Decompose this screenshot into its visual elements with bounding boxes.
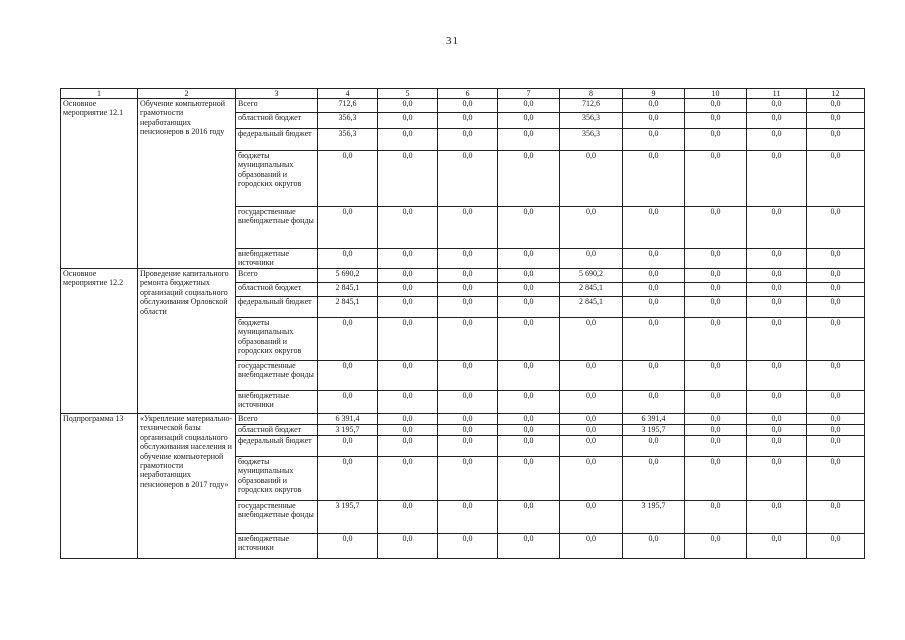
funding-source-cell: Всего — [236, 99, 318, 113]
program-name-cell: Проведение капитального ремонта бюджетных организаций социального обслуживания Орловской области — [138, 269, 236, 414]
amount-cell: 0,0 — [378, 391, 438, 414]
amount-cell: 0,0 — [438, 414, 498, 425]
amount-cell: 0,0 — [498, 457, 560, 501]
amount-cell: 0,0 — [623, 534, 685, 559]
amount-cell: 0,0 — [560, 534, 623, 559]
amount-cell: 0,0 — [438, 457, 498, 501]
amount-cell: 0,0 — [438, 151, 498, 207]
budget-table — [60, 88, 865, 559]
amount-cell: 0,0 — [623, 99, 685, 113]
amount-cell: 0,0 — [498, 113, 560, 129]
amount-cell: 0,0 — [807, 457, 865, 501]
amount-cell: 0,0 — [378, 297, 438, 318]
funding-source-cell: областной бюджет — [236, 113, 318, 129]
amount-cell: 0,0 — [685, 361, 747, 391]
amount-cell: 0,0 — [623, 318, 685, 361]
amount-cell: 0,0 — [560, 249, 623, 269]
amount-cell: 6 391,4 — [623, 414, 685, 425]
amount-cell: 0,0 — [623, 249, 685, 269]
amount-cell: 3 195,7 — [623, 425, 685, 436]
amount-cell: 0,0 — [560, 501, 623, 534]
amount-cell: 0,0 — [560, 425, 623, 436]
amount-cell: 2 845,1 — [560, 283, 623, 297]
amount-cell: 0,0 — [807, 113, 865, 129]
amount-cell: 0,0 — [438, 207, 498, 249]
header-cell: 6 — [438, 89, 498, 99]
funding-source-cell: бюджеты муниципальных образований и городских округов — [236, 151, 318, 207]
amount-cell: 0,0 — [318, 436, 378, 457]
amount-cell: 0,0 — [498, 297, 560, 318]
funding-source-cell: бюджеты муниципальных образований и городских округов — [236, 457, 318, 501]
amount-cell: 356,3 — [560, 113, 623, 129]
amount-cell: 0,0 — [498, 436, 560, 457]
header-cell: 1 — [61, 89, 138, 99]
amount-cell: 712,6 — [560, 99, 623, 113]
amount-cell: 0,0 — [623, 113, 685, 129]
header-cell: 11 — [747, 89, 807, 99]
amount-cell: 0,0 — [685, 436, 747, 457]
amount-cell: 0,0 — [318, 457, 378, 501]
amount-cell: 0,0 — [438, 129, 498, 151]
amount-cell: 0,0 — [747, 283, 807, 297]
amount-cell: 0,0 — [747, 414, 807, 425]
amount-cell: 0,0 — [498, 283, 560, 297]
amount-cell: 0,0 — [685, 207, 747, 249]
funding-source-cell: внебюджетные источники — [236, 391, 318, 414]
header-row — [61, 89, 865, 99]
amount-cell: 0,0 — [685, 457, 747, 501]
amount-cell: 0,0 — [623, 283, 685, 297]
funding-source-cell: бюджеты муниципальных образований и городских округов — [236, 318, 318, 361]
amount-cell: 0,0 — [807, 269, 865, 283]
table-row — [61, 99, 865, 113]
amount-cell: 0,0 — [378, 269, 438, 283]
amount-cell: 0,0 — [685, 534, 747, 559]
amount-cell: 0,0 — [747, 318, 807, 361]
amount-cell: 0,0 — [378, 99, 438, 113]
amount-cell: 0,0 — [807, 534, 865, 559]
amount-cell: 0,0 — [438, 283, 498, 297]
amount-cell: 0,0 — [685, 151, 747, 207]
amount-cell: 0,0 — [438, 361, 498, 391]
amount-cell: 0,0 — [378, 457, 438, 501]
amount-cell: 0,0 — [747, 207, 807, 249]
header-cell: 5 — [378, 89, 438, 99]
amount-cell: 0,0 — [807, 297, 865, 318]
amount-cell: 0,0 — [807, 283, 865, 297]
amount-cell: 0,0 — [747, 113, 807, 129]
table-body — [61, 89, 865, 559]
amount-cell: 0,0 — [685, 391, 747, 414]
amount-cell: 0,0 — [560, 318, 623, 361]
amount-cell: 0,0 — [807, 361, 865, 391]
amount-cell: 0,0 — [560, 151, 623, 207]
amount-cell: 356,3 — [318, 129, 378, 151]
amount-cell: 0,0 — [498, 249, 560, 269]
amount-cell: 0,0 — [498, 534, 560, 559]
amount-cell: 0,0 — [378, 207, 438, 249]
amount-cell: 0,0 — [747, 249, 807, 269]
amount-cell: 0,0 — [685, 425, 747, 436]
funding-source-cell: государственные внебюджетные фонды — [236, 207, 318, 249]
amount-cell: 0,0 — [623, 361, 685, 391]
program-code-cell: Основное мероприятие 12.1 — [61, 99, 138, 269]
amount-cell: 0,0 — [685, 318, 747, 361]
amount-cell: 0,0 — [438, 425, 498, 436]
amount-cell: 0,0 — [560, 361, 623, 391]
amount-cell: 0,0 — [623, 436, 685, 457]
header-cell: 4 — [318, 89, 378, 99]
funding-source-cell: областной бюджет — [236, 283, 318, 297]
amount-cell: 0,0 — [747, 297, 807, 318]
amount-cell: 0,0 — [747, 425, 807, 436]
funding-source-cell: внебюджетные источники — [236, 249, 318, 269]
amount-cell: 0,0 — [318, 249, 378, 269]
amount-cell: 0,0 — [318, 318, 378, 361]
amount-cell: 0,0 — [685, 297, 747, 318]
amount-cell: 0,0 — [318, 361, 378, 391]
header-cell: 8 — [560, 89, 623, 99]
amount-cell: 0,0 — [560, 414, 623, 425]
amount-cell: 0,0 — [378, 113, 438, 129]
amount-cell: 0,0 — [685, 99, 747, 113]
amount-cell: 0,0 — [378, 534, 438, 559]
table-row — [61, 414, 865, 425]
funding-source-cell: государственные внебюджетные фонды — [236, 501, 318, 534]
funding-source-cell: Всего — [236, 414, 318, 425]
amount-cell: 0,0 — [378, 129, 438, 151]
amount-cell: 0,0 — [560, 391, 623, 414]
amount-cell: 0,0 — [438, 534, 498, 559]
amount-cell: 0,0 — [807, 249, 865, 269]
amount-cell: 0,0 — [807, 99, 865, 113]
amount-cell: 0,0 — [498, 361, 560, 391]
amount-cell: 0,0 — [623, 151, 685, 207]
table-row — [61, 269, 865, 283]
amount-cell: 0,0 — [623, 129, 685, 151]
header-cell: 3 — [236, 89, 318, 99]
amount-cell: 0,0 — [498, 151, 560, 207]
amount-cell: 0,0 — [747, 534, 807, 559]
amount-cell: 0,0 — [623, 297, 685, 318]
amount-cell: 0,0 — [378, 361, 438, 391]
amount-cell: 0,0 — [318, 391, 378, 414]
header-cell: 7 — [498, 89, 560, 99]
amount-cell: 0,0 — [747, 129, 807, 151]
amount-cell: 356,3 — [560, 129, 623, 151]
amount-cell: 0,0 — [807, 414, 865, 425]
amount-cell: 0,0 — [747, 151, 807, 207]
amount-cell: 2 845,1 — [318, 297, 378, 318]
program-code-cell: Подпрограмма 13 — [61, 414, 138, 559]
amount-cell: 0,0 — [438, 249, 498, 269]
amount-cell: 2 845,1 — [318, 283, 378, 297]
amount-cell: 0,0 — [438, 99, 498, 113]
amount-cell: 0,0 — [378, 151, 438, 207]
amount-cell: 0,0 — [747, 99, 807, 113]
amount-cell: 0,0 — [318, 207, 378, 249]
program-name-cell: «Укрепление материально-технической базы организаций социального обслуживания населения и обучение компьютерной грамотности неработающих пенсионеров в 2017 году» — [138, 414, 236, 559]
amount-cell: 0,0 — [498, 99, 560, 113]
amount-cell: 3 195,7 — [623, 501, 685, 534]
amount-cell: 0,0 — [378, 283, 438, 297]
amount-cell: 0,0 — [438, 501, 498, 534]
amount-cell: 0,0 — [498, 269, 560, 283]
funding-source-cell: федеральный бюджет — [236, 129, 318, 151]
amount-cell: 0,0 — [560, 457, 623, 501]
amount-cell: 0,0 — [685, 414, 747, 425]
amount-cell: 0,0 — [378, 414, 438, 425]
funding-source-cell: федеральный бюджет — [236, 436, 318, 457]
amount-cell: 0,0 — [438, 297, 498, 318]
amount-cell: 0,0 — [747, 269, 807, 283]
amount-cell: 0,0 — [378, 501, 438, 534]
amount-cell: 0,0 — [623, 391, 685, 414]
amount-cell: 0,0 — [685, 501, 747, 534]
amount-cell: 3 195,7 — [318, 425, 378, 436]
amount-cell: 0,0 — [498, 391, 560, 414]
amount-cell: 712,6 — [318, 99, 378, 113]
amount-cell: 3 195,7 — [318, 501, 378, 534]
amount-cell: 0,0 — [747, 501, 807, 534]
amount-cell: 356,3 — [318, 113, 378, 129]
amount-cell: 0,0 — [560, 436, 623, 457]
header-cell: 2 — [138, 89, 236, 99]
amount-cell: 0,0 — [807, 436, 865, 457]
amount-cell: 0,0 — [378, 425, 438, 436]
amount-cell: 0,0 — [623, 207, 685, 249]
amount-cell: 0,0 — [318, 151, 378, 207]
amount-cell: 2 845,1 — [560, 297, 623, 318]
amount-cell: 0,0 — [747, 391, 807, 414]
amount-cell: 0,0 — [685, 129, 747, 151]
program-code-cell: Основное мероприятие 12.2 — [61, 269, 138, 414]
amount-cell: 0,0 — [807, 151, 865, 207]
amount-cell: 0,0 — [747, 361, 807, 391]
amount-cell: 0,0 — [560, 207, 623, 249]
amount-cell: 0,0 — [438, 436, 498, 457]
amount-cell: 0,0 — [378, 436, 438, 457]
amount-cell: 0,0 — [807, 391, 865, 414]
header-cell: 9 — [623, 89, 685, 99]
amount-cell: 0,0 — [747, 457, 807, 501]
header-cell: 12 — [807, 89, 865, 99]
funding-source-cell: внебюджетные источники — [236, 534, 318, 559]
amount-cell: 0,0 — [378, 318, 438, 361]
amount-cell: 0,0 — [498, 425, 560, 436]
amount-cell: 0,0 — [685, 113, 747, 129]
amount-cell: 0,0 — [807, 501, 865, 534]
amount-cell: 0,0 — [623, 269, 685, 283]
amount-cell: 0,0 — [438, 318, 498, 361]
amount-cell: 0,0 — [685, 283, 747, 297]
funding-source-cell: Всего — [236, 269, 318, 283]
amount-cell: 0,0 — [498, 207, 560, 249]
amount-cell: 0,0 — [498, 318, 560, 361]
program-name-cell: Обучение компьютерной грамотности неработающих пенсионеров в 2016 году — [138, 99, 236, 269]
amount-cell: 0,0 — [747, 436, 807, 457]
funding-source-cell: областной бюджет — [236, 425, 318, 436]
amount-cell: 5 690,2 — [318, 269, 378, 283]
amount-cell: 0,0 — [807, 425, 865, 436]
funding-source-cell: федеральный бюджет — [236, 297, 318, 318]
page-number: 31 — [446, 35, 459, 47]
amount-cell: 0,0 — [498, 414, 560, 425]
funding-source-cell: государственные внебюджетные фонды — [236, 361, 318, 391]
amount-cell: 0,0 — [438, 269, 498, 283]
amount-cell: 0,0 — [378, 249, 438, 269]
amount-cell: 0,0 — [318, 534, 378, 559]
amount-cell: 0,0 — [438, 113, 498, 129]
amount-cell: 0,0 — [623, 457, 685, 501]
amount-cell: 6 391,4 — [318, 414, 378, 425]
amount-cell: 0,0 — [685, 249, 747, 269]
amount-cell: 0,0 — [498, 501, 560, 534]
amount-cell: 0,0 — [438, 391, 498, 414]
amount-cell: 0,0 — [807, 207, 865, 249]
header-cell: 10 — [685, 89, 747, 99]
amount-cell: 5 690,2 — [560, 269, 623, 283]
amount-cell: 0,0 — [807, 129, 865, 151]
amount-cell: 0,0 — [498, 129, 560, 151]
amount-cell: 0,0 — [685, 269, 747, 283]
amount-cell: 0,0 — [807, 318, 865, 361]
